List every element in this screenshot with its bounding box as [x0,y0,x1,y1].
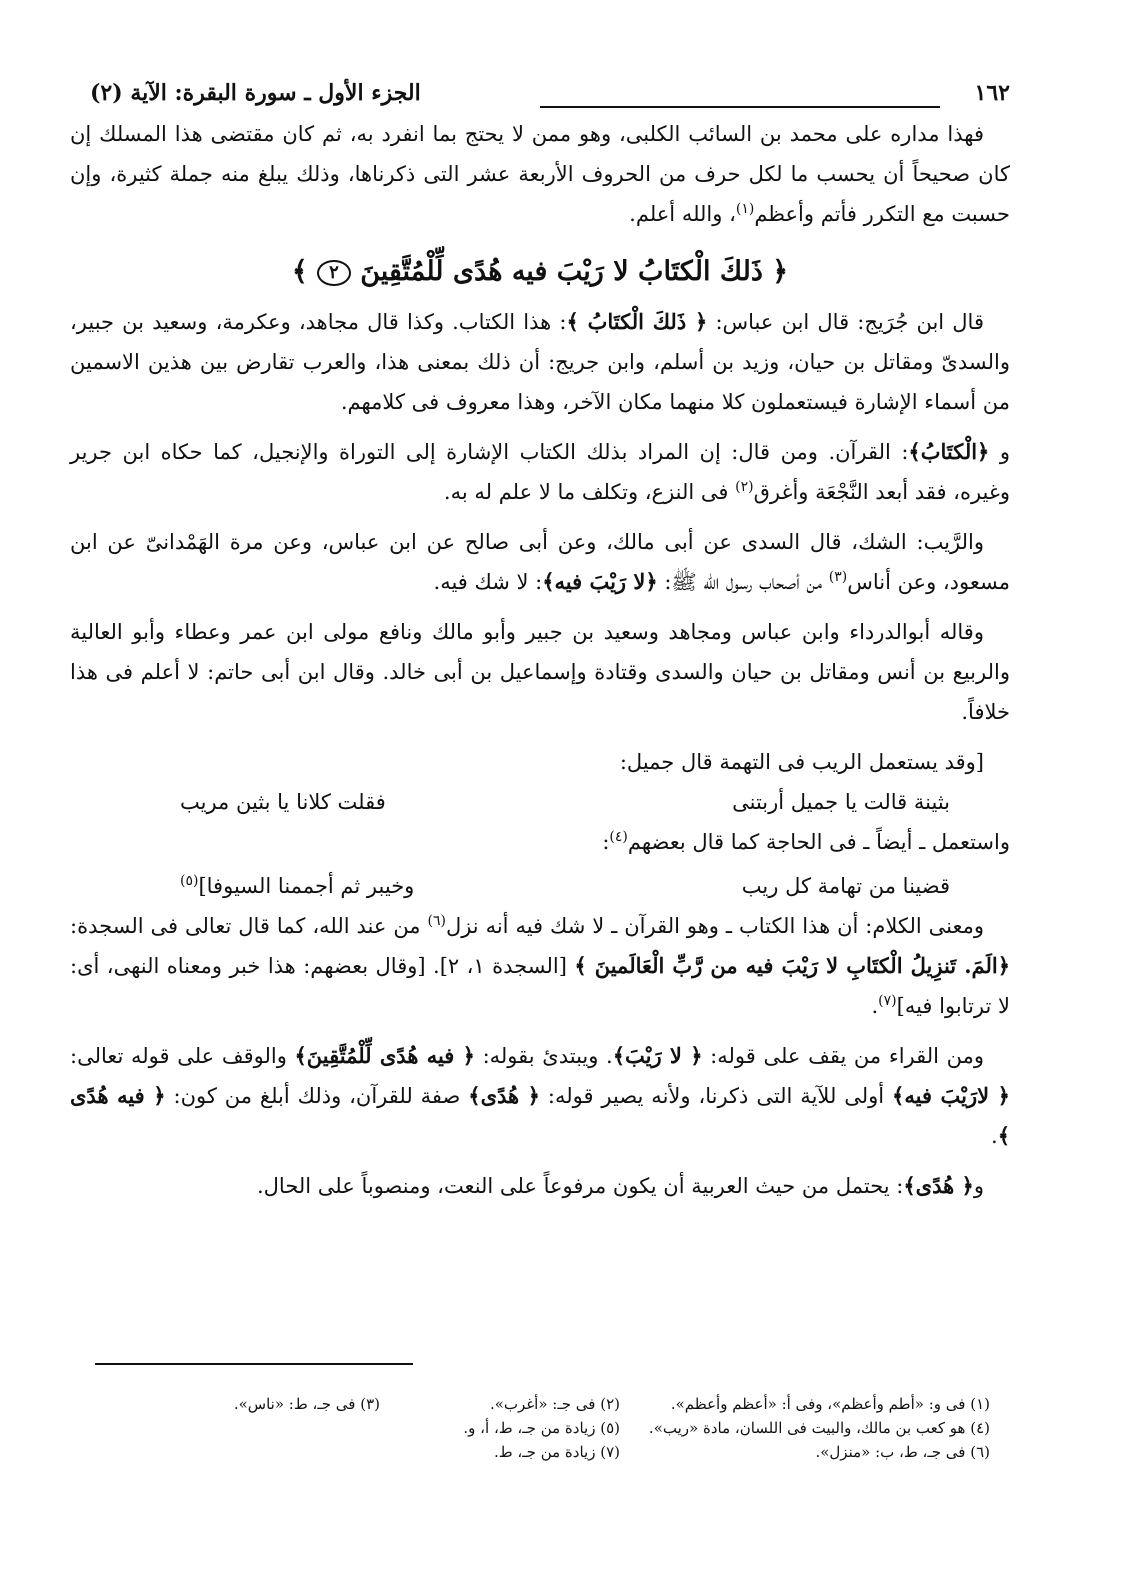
footnote-row [90,1440,990,1464]
footnote-marker[interactable]: (٢) [735,479,754,495]
footnote: (٢) فى جـ: «أغرب». [489,1395,620,1413]
verse-heading: ﴿ ذَلكَ الْكتَابُ لا رَيْبَ فيه هُدًى لِّلْمُتَّقِينَ ٢ ﴾ [291,256,789,287]
footnote: (١) فى و: «أطم وأعظم»، وفى أ: «أعظم وأعظم». [670,1395,990,1413]
footnote-row [90,1392,990,1416]
footnote-rule [95,1363,413,1365]
hemistich-first: قضينا من تهامة كل ريب [741,874,950,898]
quran-quote: ﴿ هُدًى﴾ [903,1173,974,1198]
quran-quote: ﴿ لارَيْبَ فيه﴾ [892,1083,1010,1108]
quran-quote: ﴿ ذَلكَ الْكتَابُ ﴾ [566,309,708,334]
footnote-marker[interactable]: (١) [735,201,755,217]
footnote [180,1440,380,1464]
quran-quote: ﴿ فيه هُدًى لِّلْمُتَّقِينَ﴾ [294,1043,475,1068]
footnote: (٣) فى جـ، ط: «ناس». [233,1395,380,1413]
footnote-marker[interactable]: (٧) [878,993,897,1009]
page [70,78,1010,1206]
quran-quote: ﴿ هُدًى﴾ [468,1083,540,1108]
body-text [70,114,1010,1206]
footnote: (٧) زيادة من جـ، ط. [494,1443,620,1461]
poetry-verse [70,782,1010,822]
ayah-number-badge: ٢ [317,260,351,286]
quran-quote: ﴿لا رَيْبَ فيه﴾ [542,569,658,594]
footnote: (٥) زيادة من جـ، ط، أ، و. [463,1419,620,1437]
footnote-marker[interactable]: (٣) [828,569,848,585]
quran-quote: ﴿ فيه هُدًى ﴾ [70,1083,1010,1148]
footnote [180,1416,380,1440]
paragraph: والرَّيب: الشك، قال السدى عن أبى مالك، وعن أبى صالح عن ابن عباس، وعن مرة الهَمْدانىّ عن ابن مسعود، وعن أناس$^{(٣)}$ من أصحاب رسول الله ﷺ: ﴿لا رَيْبَ فيه﴾: لا شك فيه. [70,530,1010,594]
running-title: الجزء الأول ـ سورة البقرة: الآية (٢) [90,80,421,106]
hemistich-first: بثينة قالت يا جميل أربتنى [732,790,950,814]
verse-text: ذَلكَ الْكتَابُ لا رَيْبَ فيه هُدًى لِّلْمُتَّقِينَ [360,256,763,287]
footnote-marker[interactable]: (٤) [609,829,628,845]
footnote-marker[interactable]: (٥) [180,873,199,889]
header-rule [540,106,940,108]
paragraph: [وقد يستعمل الريب فى التهمة قال جميل: [619,750,984,774]
paragraph: ومن القراء من يقف على قوله: ﴿ لا رَيْبَ﴾. ويبتدئ بقوله: ﴿ فيه هُدًى لِّلْمُتَّقِينَ﴾ والوقف على قوله تعالى: ﴿ لارَيْبَ فيه﴾ أولى للآية التى ذكرنا، ولأنه يصير قوله: ﴿ هُدًى﴾ صفة للقرآن، وذلك أبلغ من كون: ﴿ فيه هُدًى ﴾. [70,1043,1010,1148]
quran-quote: ﴿الْكتَابُ﴾ [908,439,990,464]
paragraph: فهذا مداره على محمد بن السائب الكلبى، وهو ممن لا يحتج بما انفرد به، ثم كان مقتضى هذا المسلك إن كان صحيحاً أن يحسب ما لكل حرف من الحروف الأربعة عشر التى ذكرناها، وذلك يبلغ منه جملة كثيرة، وإن حسبت مع التكرر فأتم وأعظم$^{(١)}$، والله أعلم. [70,122,1010,226]
paragraph: وقاله أبوالدرداء وابن عباس ومجاهد وسعيد بن جبير وأبو مالك ونافع مولى ابن عمر وعطاء وأبو العالية والربيع بن أنس ومقاتل بن حيان والسدى وقتادة وإسماعيل بن أبى خالد. وقال ابن أبى حاتم: لا أعلم فى هذا خلافاً. [70,620,1010,724]
footnote: (٤) هو كعب بن مالك، والبيت فى اللسان، مادة «ريب». [648,1419,990,1437]
footnotes [90,1392,990,1464]
footnote-row [90,1416,990,1440]
quran-quote: ﴿ لا رَيْبَ﴾ [612,1043,703,1068]
paragraph: قال ابن جُرَيج: قال ابن عباس: ﴿ ذَلكَ الْكتَابُ ﴾: هذا الكتاب. وكذا قال مجاهد، وعكرمة، وسعيد بن جبير، والسدىّ ومقاتل بن حيان، وزيد بن أسلم، وابن جريج: أن ذلك بمعنى هذا، والعرب تقارض بين هذين الاسمين من أسماء الإشارة فيستعملون كلا منهما مكان الآخر، وهذا معروف فى كلامهم. [70,309,1010,414]
poetry-verse [70,866,1010,906]
page-number: ١٦٢ [974,80,1010,106]
hemistich-second: فقلت كلانا يا بثين مريب [180,790,386,814]
paragraph: و ﴿الْكتَابُ﴾: القرآن. ومن قال: إن المراد بذلك الكتاب الإشارة إلى التوراة والإنجيل، كما حكاه ابن جرير وغيره، فقد أبعد النَّجْعَة وأغرق$^{(٢)}$ فى النزع، وتكلف ما لا علم له به. [70,439,1010,504]
quran-quote: ﴿الَمَ. تَنزِيلُ الْكتَابِ لا رَيْبَ فيه من رَّبِّ الْعَالَمينَ ﴾ [574,953,1011,978]
footnote-marker[interactable]: (٦) [427,913,446,929]
paragraph: ومعنى الكلام: أن هذا الكتاب ـ وهو القرآن ـ لا شك فيه أنه نزل$^{(٦)}$ من عند الله، كما قال تعالى فى السجدة: ﴿الَمَ. تَنزِيلُ الْكتَابِ لا رَيْبَ فيه من رَّبِّ الْعَالَمينَ ﴾ [السجدة ١، ٢]. [وقال بعضهم: هذا خبر ومعناه النهى، أى: لا ترتابوا فيه]$^{(٧)}$. [70,913,1011,1018]
footnote: (٦) فى جـ، ط، ب: «منزل». [815,1443,990,1461]
running-header [70,78,1010,114]
paragraph: واستعمل ـ أيضاً ـ فى الحاجة كما قال بعضهم$^{(٤)}$: [602,829,1010,854]
hemistich-second: وخيبر ثم أجممنا السيوفا]$^{(٥)}$ [180,873,415,898]
paragraph: و﴿ هُدًى﴾: يحتمل من حيث العربية أن يكون مرفوعاً على النعت، ومنصوباً على الحال. [257,1173,984,1198]
